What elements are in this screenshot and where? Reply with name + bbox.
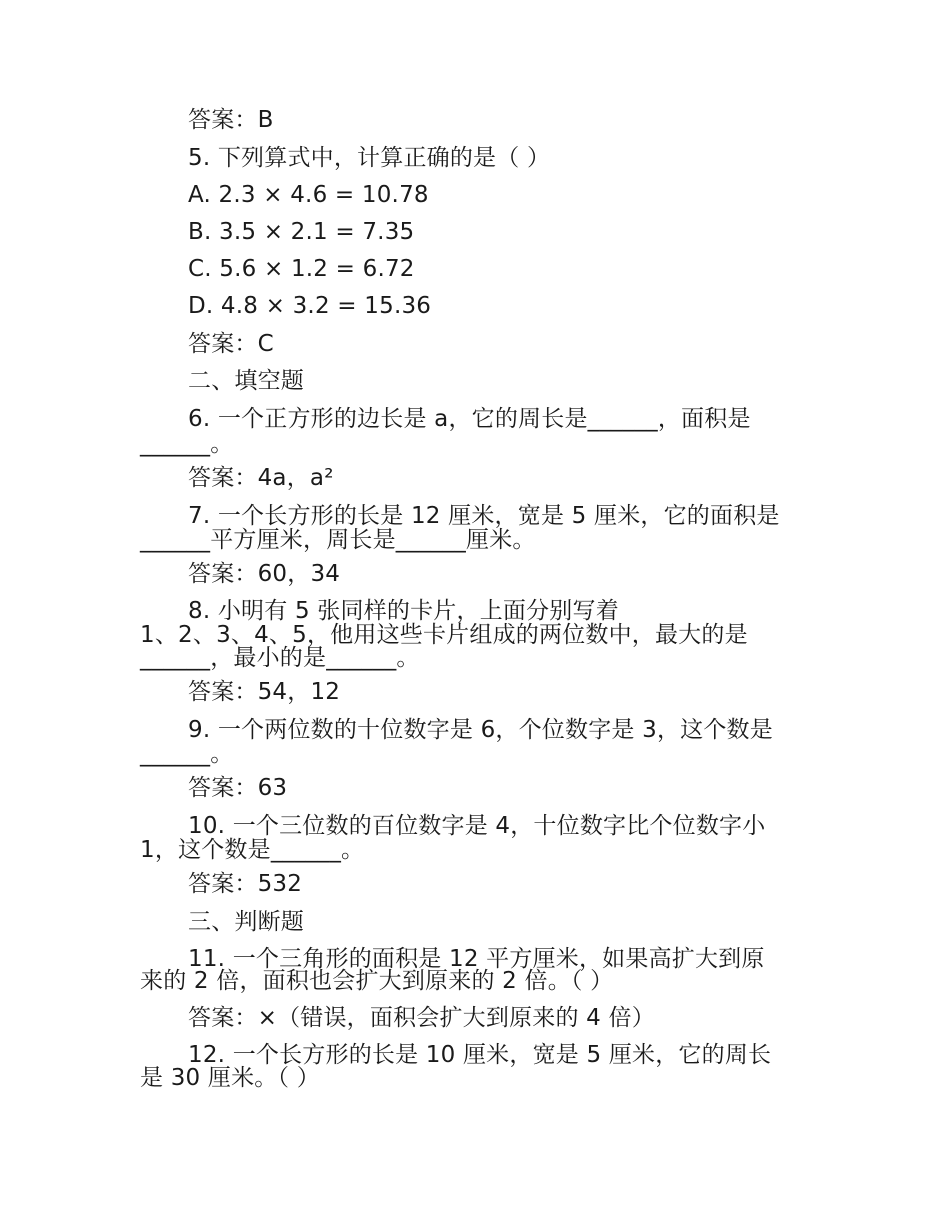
- answer-7: 答案：60，34: [188, 561, 341, 587]
- answer-8: 答案：54，12: [188, 679, 341, 705]
- question-6-cont: ______。: [140, 431, 234, 457]
- question-7-cont: ______平方厘米，周长是______厘米。: [140, 527, 536, 553]
- section-heading-true-false: 三、判断题: [188, 909, 304, 935]
- answer-10: 答案：532: [188, 871, 303, 897]
- answer-6: 答案：4a，a²: [188, 465, 334, 491]
- question-8-cont-1: 1、2、3、4、5，他用这些卡片组成的两位数中，最大的是: [140, 622, 748, 648]
- option-a: A. 2.3 × 4.6 = 10.78: [188, 182, 429, 208]
- question-7: 7. 一个长方形的长是 12 厘米，宽是 5 厘米，它的面积是: [188, 503, 780, 529]
- option-b: B. 3.5 × 2.1 = 7.35: [188, 219, 415, 245]
- question-11: 11. 一个三角形的面积是 12 平方厘米，如果高扩大到原: [188, 946, 765, 972]
- answer-4: 答案：B: [188, 107, 274, 133]
- answer-11: 答案：×（错误，面积会扩大到原来的 4 倍）: [188, 1005, 655, 1031]
- answer-9: 答案：63: [188, 775, 288, 801]
- question-12-cont: 是 30 厘米。（ ）: [140, 1065, 320, 1091]
- question-8-cont-2: ______，最小的是______。: [140, 645, 420, 671]
- option-c: C. 5.6 × 1.2 = 6.72: [188, 256, 415, 282]
- question-10: 10. 一个三位数的百位数字是 4，十位数字比个位数字小: [188, 813, 766, 839]
- question-5: 5. 下列算式中，计算正确的是（ ）: [188, 145, 551, 171]
- question-11-cont: 来的 2 倍，面积也会扩大到原来的 2 倍。（ ）: [140, 968, 614, 994]
- section-heading-fill-in: 二、填空题: [188, 368, 304, 394]
- answer-5: 答案：C: [188, 331, 274, 357]
- question-6: 6. 一个正方形的边长是 a，它的周长是______，面积是: [188, 406, 751, 432]
- option-d: D. 4.8 × 3.2 = 15.36: [188, 293, 432, 319]
- question-12: 12. 一个长方形的长是 10 厘米，宽是 5 厘米，它的周长: [188, 1042, 772, 1068]
- question-9-cont: ______。: [140, 741, 234, 767]
- question-9: 9. 一个两位数的十位数字是 6，个位数字是 3，这个数是: [188, 717, 773, 743]
- question-10-cont: 1，这个数是______。: [140, 837, 365, 863]
- question-8: 8. 小明有 5 张同样的卡片，上面分别写着: [188, 598, 619, 624]
